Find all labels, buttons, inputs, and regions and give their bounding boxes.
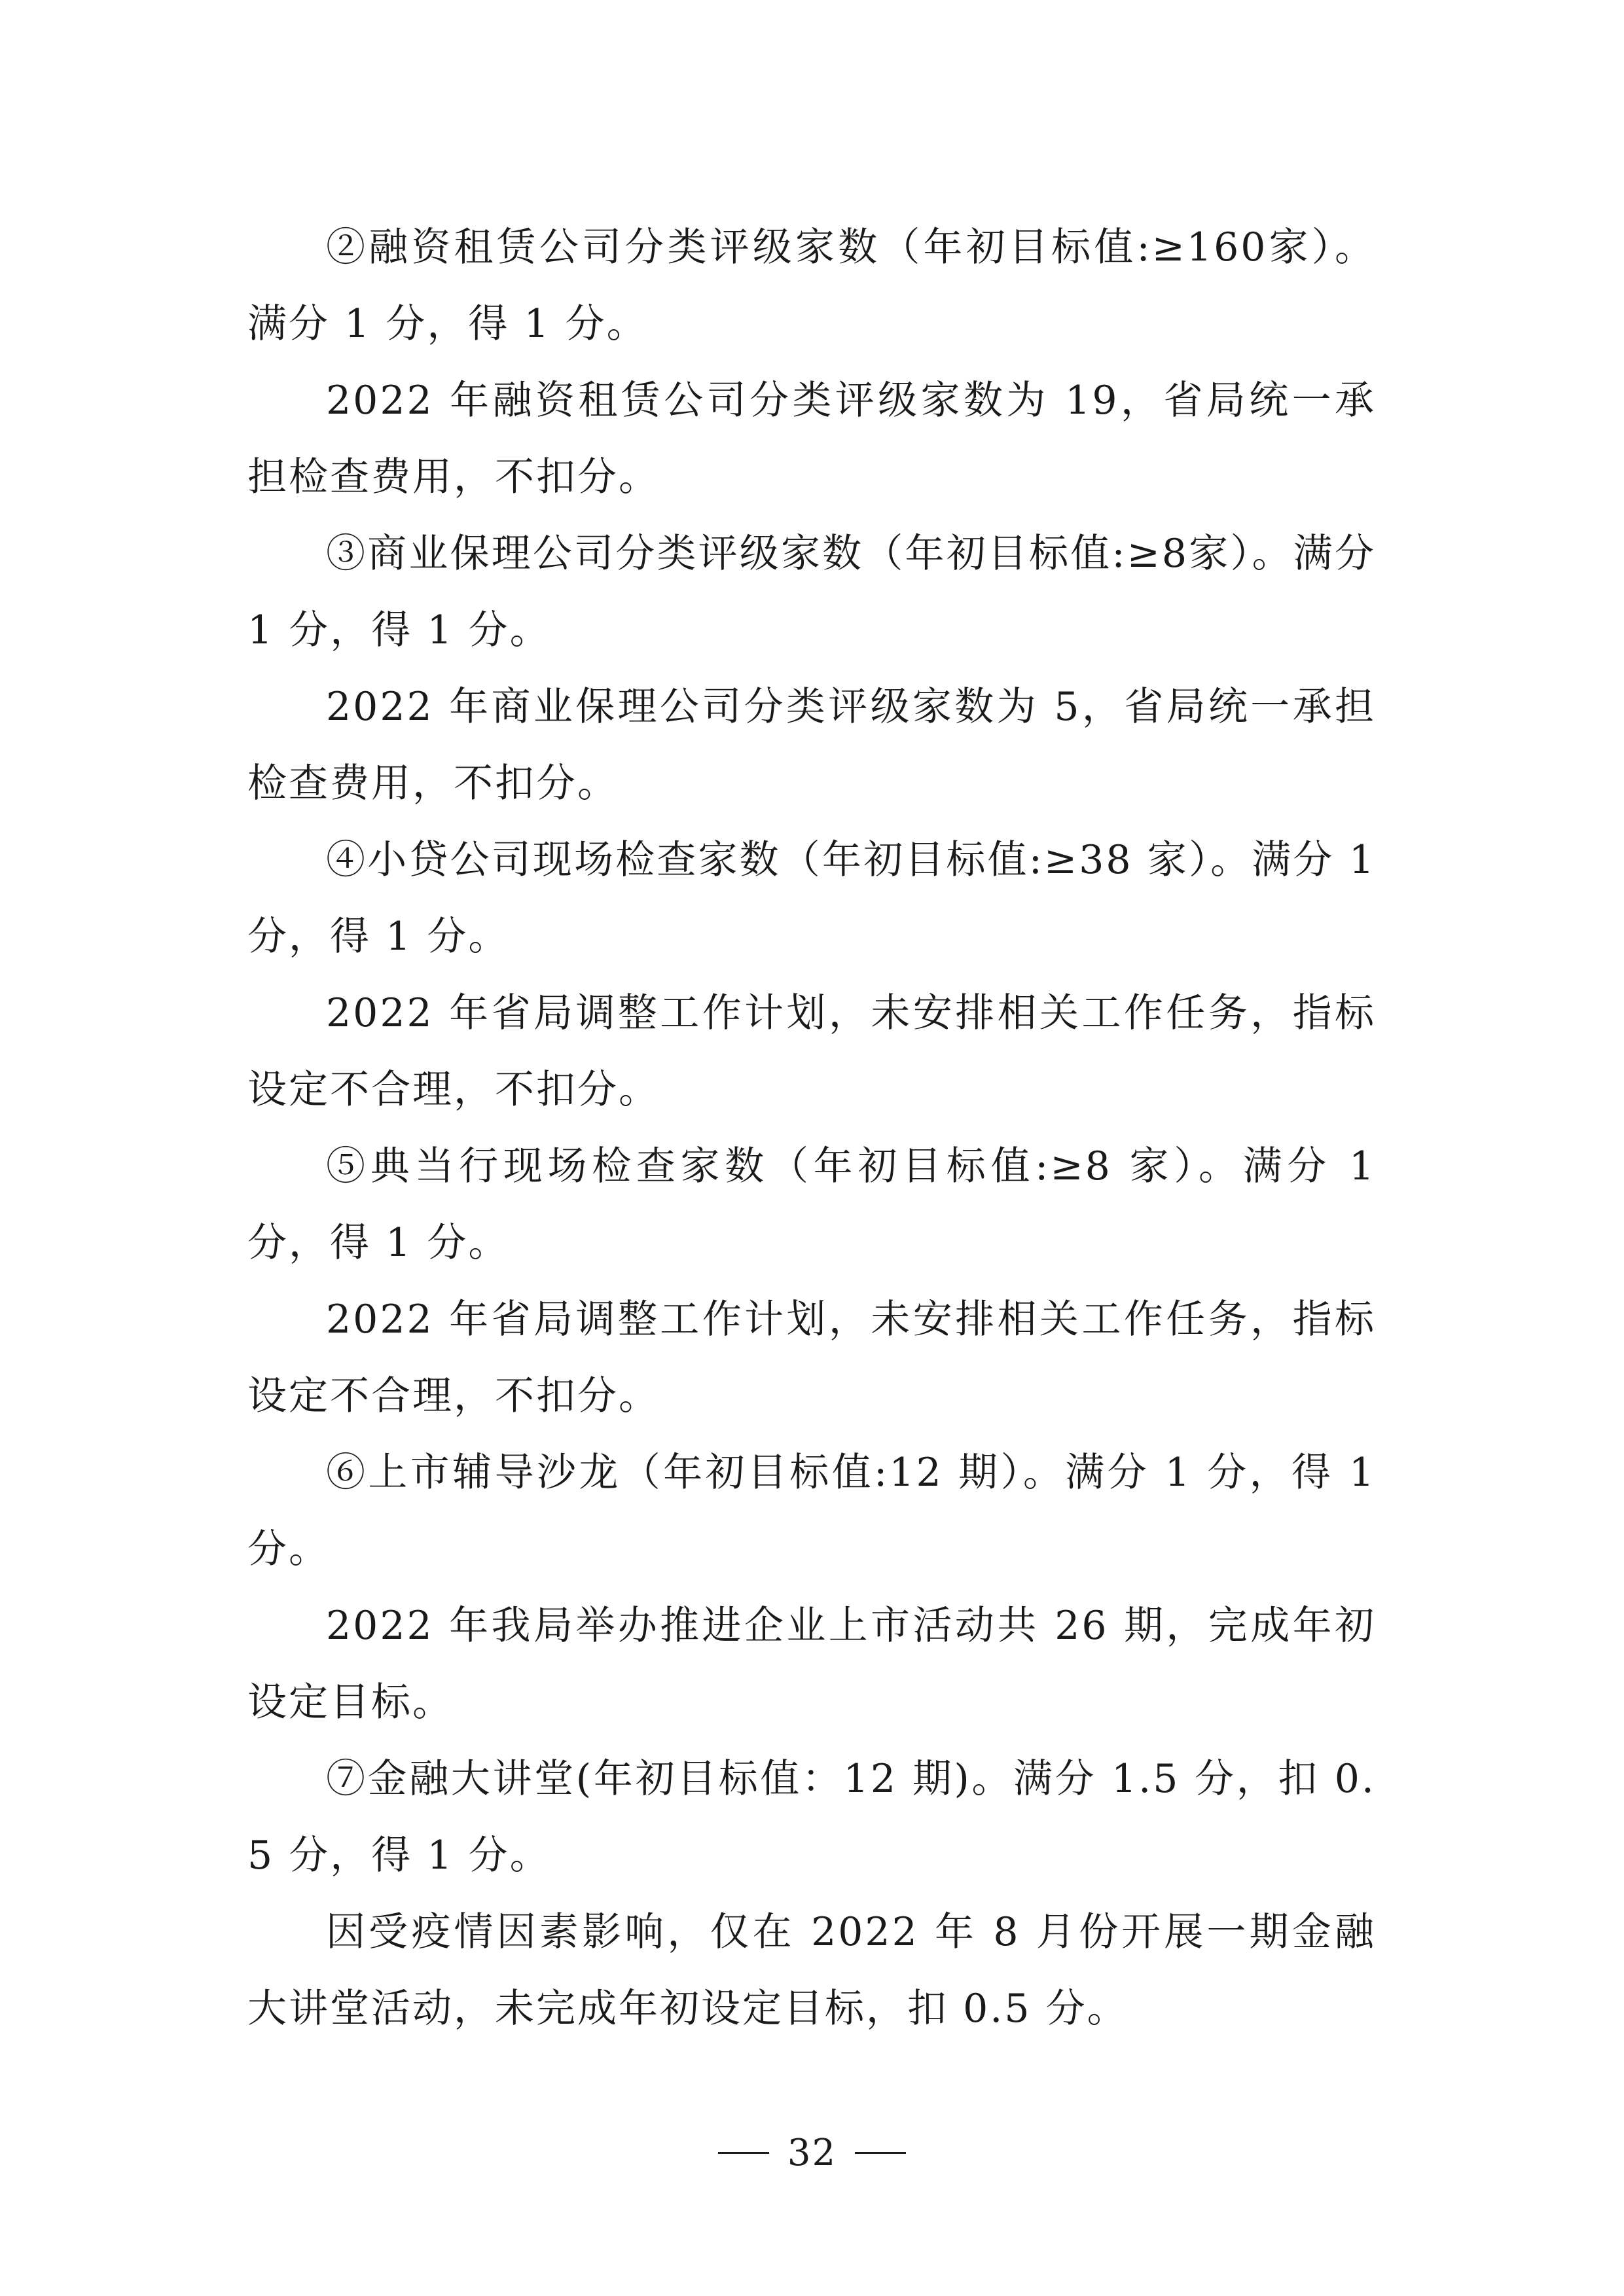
footer-dash-right xyxy=(855,2152,906,2154)
paragraph-item-3-detail: 2022 年商业保理公司分类评级家数为 5，省局统一承担检查费用，不扣分。 xyxy=(247,684,1376,806)
paragraph-item-4-title: ④小贷公司现场检查家数（年初目标值:≥38 家）。满分 1 分，得 1 分。 xyxy=(247,837,1376,960)
paragraph-item-3-title: ③商业保理公司分类评级家数（年初目标值:≥8家）。满分 1 分，得 1 分。 xyxy=(247,531,1376,653)
paragraph-item-2-title: ②融资租赁公司分类评级家数（年初目标值:≥160家）。满分 1 分，得 1 分。 xyxy=(247,224,1376,347)
page-number: 32 xyxy=(787,2132,837,2174)
paragraph-item-7-detail: 因受疫情因素影响，仅在 2022 年 8 月份开展一期金融大讲堂活动，未完成年初设定目标，扣 0.5 分。 xyxy=(247,1909,1376,2032)
paragraph-item-4-detail: 2022 年省局调整工作计划，未安排相关工作任务，指标设定不合理，不扣分。 xyxy=(247,990,1376,1113)
document-body xyxy=(247,209,1376,2047)
paragraph-item-6-title: ⑥上市辅导沙龙（年初目标值:12 期）。满分 1 分，得 1 分。 xyxy=(247,1450,1376,1572)
page-footer xyxy=(0,2130,1624,2176)
paragraph-item-6-detail: 2022 年我局举办推进企业上市活动共 26 期，完成年初设定目标。 xyxy=(247,1603,1376,1725)
paragraph-item-5-title: ⑤典当行现场检查家数（年初目标值:≥8 家）。满分 1 分，得 1 分。 xyxy=(247,1143,1376,1266)
footer-dash-left xyxy=(718,2152,769,2154)
paragraph-item-2-detail: 2022 年融资租赁公司分类评级家数为 19，省局统一承担检查费用，不扣分。 xyxy=(247,378,1376,500)
paragraph-item-7-title: ⑦金融大讲堂(年初目标值：12 期)。满分 1.5 分，扣 0.5 分，得 1 分。 xyxy=(247,1756,1376,1878)
paragraph-item-5-detail: 2022 年省局调整工作计划，未安排相关工作任务，指标设定不合理，不扣分。 xyxy=(247,1297,1376,1419)
